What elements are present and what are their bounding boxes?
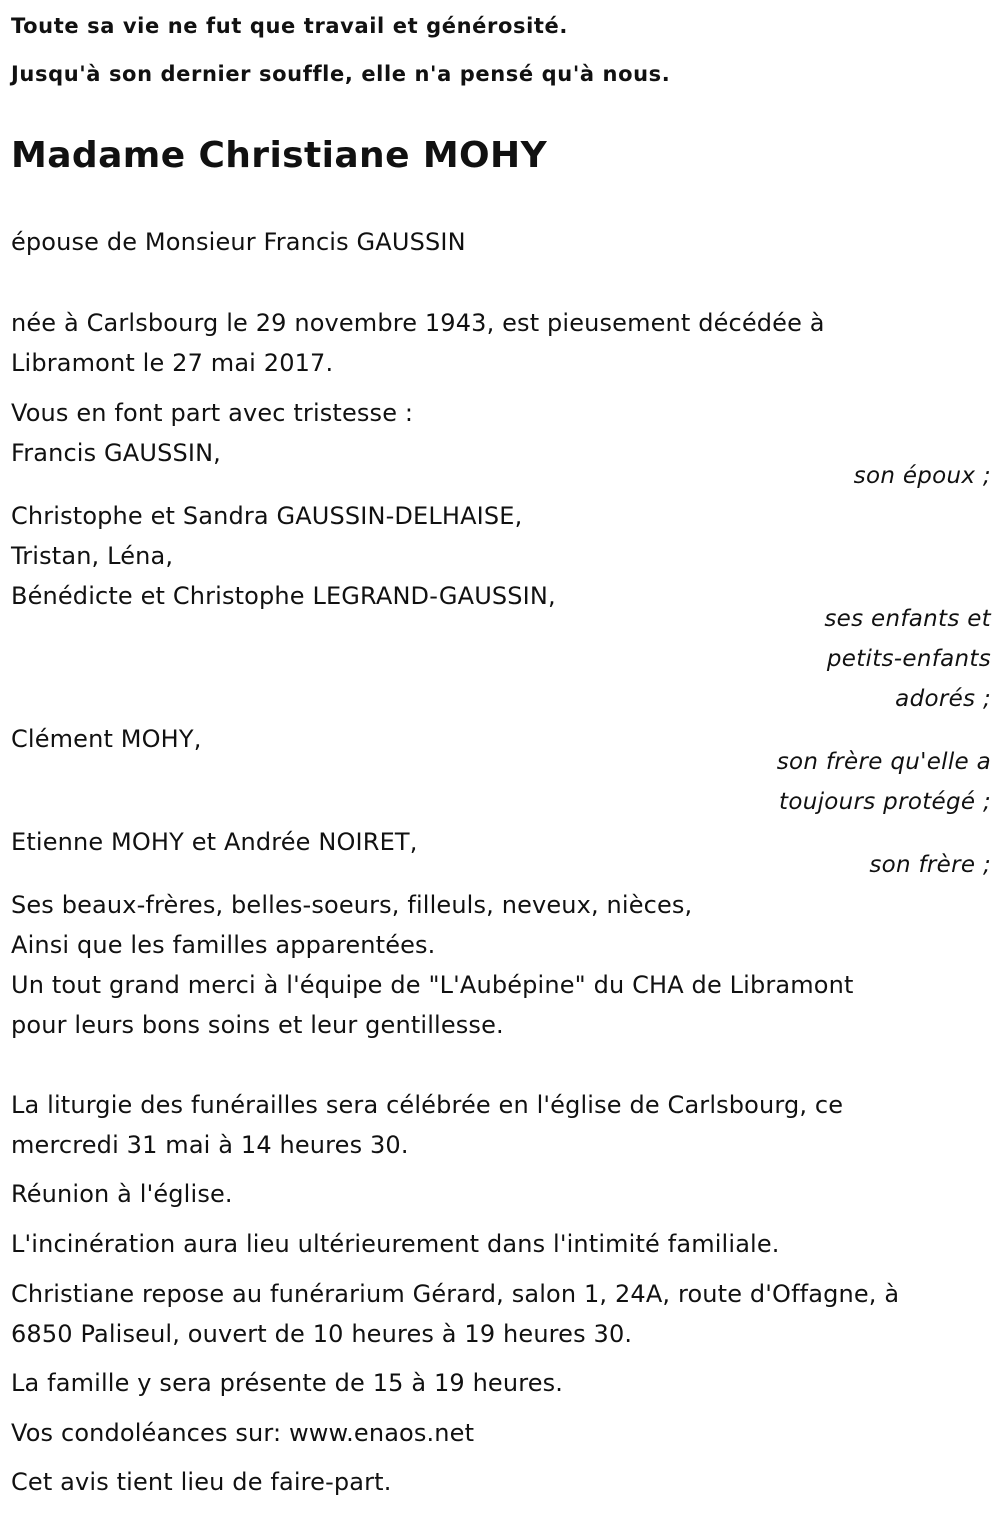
announcement-intro: Vous en font part avec tristesse : [11,399,414,427]
children-name-3: Bénédicte et Christophe LEGRAND-GAUSSIN, [11,582,556,610]
children-relation-3: adorés ; [895,686,991,712]
notice-line: Cet avis tient lieu de faire-part. [11,1468,392,1496]
children-relation-2: petits-enfants [826,646,991,672]
children-relation-1: ses enfants et [824,606,991,632]
deceased-name: Madame Christiane MOHY [11,135,548,176]
extended-family-line-1: Ses beaux-frères, belles-soeurs, filleuls, neveux, nièces, [11,891,693,919]
cremation-line: L'incinération aura lieu ultérieurement dans l'intimité familiale. [11,1230,780,1258]
birth-death-line-2: Libramont le 27 mai 2017. [11,349,334,377]
liturgy-line-2: mercredi 31 mai à 14 heures 30. [11,1131,409,1159]
birth-death-line-1: née à Carlsbourg le 29 novembre 1943, est pieusement décédée à [11,309,825,337]
children-name-2: Tristan, Léna, [11,542,174,570]
brother2-name: Etienne MOHY et Andrée NOIRET, [11,828,418,856]
brother1-relation-1: son frère qu'elle a [776,749,991,775]
brother2-relation: son frère ; [869,852,991,878]
quote-line-2: Jusqu'à son dernier souffle, elle n'a pensé qu'à nous. [11,62,671,86]
spouse-relation: son époux ; [853,463,991,489]
family-presence-line: La famille y sera présente de 15 à 19 heures. [11,1369,564,1397]
meeting-line: Réunion à l'église. [11,1180,233,1208]
extended-family-line-2: Ainsi que les familles apparentées. [11,931,436,959]
brother1-relation-2: toujours protégé ; [779,789,991,815]
thanks-line-1: Un tout grand merci à l'équipe de "L'Aubépine" du CHA de Libramont [11,971,854,999]
spouse-name: Francis GAUSSIN, [11,439,221,467]
thanks-line-2: pour leurs bons soins et leur gentillesse. [11,1011,504,1039]
spouse-line: épouse de Monsieur Francis GAUSSIN [11,228,466,256]
liturgy-line-1: La liturgie des funérailles sera célébrée en l'église de Carlsbourg, ce [11,1091,844,1119]
rest-line-2: 6850 Paliseul, ouvert de 10 heures à 19 heures 30. [11,1320,633,1348]
brother1-name: Clément MOHY, [11,725,202,753]
condolences-line: Vos condoléances sur: www.enaos.net [11,1419,475,1447]
children-name-1: Christophe et Sandra GAUSSIN-DELHAISE, [11,502,523,530]
quote-line-1: Toute sa vie ne fut que travail et générosité. [11,14,568,38]
rest-line-1: Christiane repose au funérarium Gérard, salon 1, 24A, route d'Offagne, à [11,1280,900,1308]
